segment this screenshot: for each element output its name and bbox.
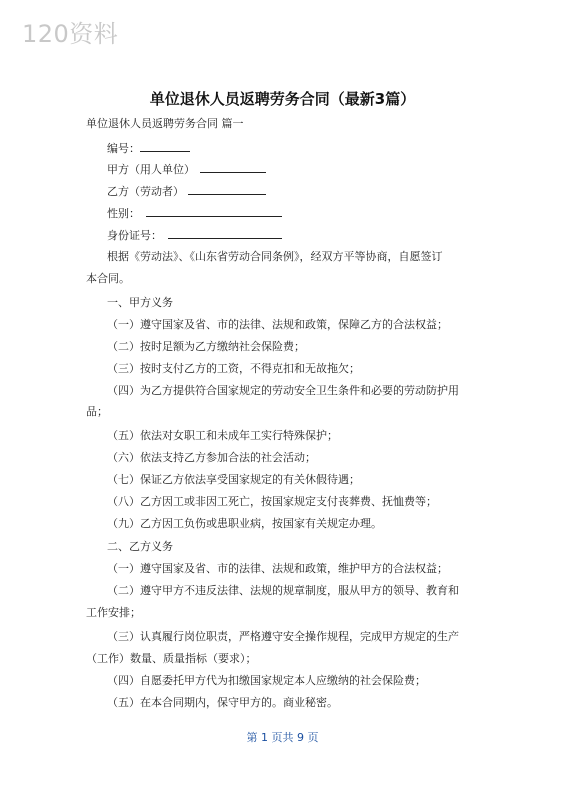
- party-a-blank: [200, 162, 266, 173]
- section-1-item: （四）为乙方提供符合国家规定的劳动安全卫生条件和必要的劳动防护用: [107, 384, 459, 397]
- document-title: 单位退休人员返聘劳务合同（最新3篇）: [149, 90, 416, 108]
- section-1-item: （三）按时支付乙方的工资，不得克扣和无故拖欠；: [107, 362, 360, 375]
- field-party-b: [107, 184, 266, 199]
- field-id-number: [107, 228, 282, 243]
- field-party-a: [107, 162, 266, 177]
- section-2-item: （二）遵守甲方不违反法律、法规的规章制度，服从甲方的领导、教育和: [107, 584, 459, 597]
- watermark-logo: 120资料: [22, 20, 119, 48]
- field-number-label: 编号：: [107, 142, 140, 155]
- section-1-item: （二）按时足额为乙方缴纳社会保险费；: [107, 340, 305, 353]
- section-1-heading: 一、甲方义务: [107, 296, 173, 309]
- section-2-item-continued: （工作）数量、质量指标（要求）；: [86, 652, 257, 665]
- page-number: 第 1 页共 9 页: [246, 731, 319, 744]
- number-blank: [140, 141, 190, 152]
- id-number-blank: [168, 228, 282, 239]
- section-1-item: （七）保证乙方依法享受国家规定的有关休假待遇；: [107, 473, 360, 486]
- intro-paragraph-line-1: 根据《劳动法》、《山东省劳动合同条例》，经双方平等协商，自愿签订: [107, 250, 443, 263]
- intro-paragraph-line-2: 本合同。: [86, 272, 130, 285]
- section-1-item: （六）依法支持乙方参加合法的社会活动；: [107, 451, 316, 464]
- section-1-item: （八）乙方因工或非因工死亡，按国家规定支付丧葬费、抚恤费等；: [107, 495, 437, 508]
- section-2-item: （一）遵守国家及省、市的法律、法规和政策，维护甲方的合法权益；: [107, 562, 448, 575]
- section-1-item: （一）遵守国家及省、市的法律、法规和政策，保障乙方的合法权益；: [107, 318, 448, 331]
- field-number: [107, 141, 190, 156]
- field-party-a-label: 甲方（用人单位）: [107, 163, 195, 176]
- section-1-item: （九）乙方因工负伤或患职业病，按国家有关规定办理。: [107, 517, 382, 530]
- field-gender-label: 性别：: [107, 207, 140, 220]
- field-id-number-label: 身份证号：: [107, 229, 162, 242]
- section-1-item: （五）依法对女职工和未成年工实行特殊保护；: [107, 429, 338, 442]
- section-2-item-continued: 工作安排；: [86, 606, 141, 619]
- gender-blank: [146, 206, 282, 217]
- party-b-blank: [188, 184, 266, 195]
- section-2-item: （五）在本合同期内，保守甲方的。商业秘密。: [107, 696, 338, 709]
- section-subtitle: 单位退休人员返聘劳务合同 篇一: [86, 117, 244, 130]
- section-2-heading: 二、乙方义务: [107, 540, 173, 553]
- field-gender: [107, 206, 282, 221]
- section-1-item-continued: 品；: [86, 405, 108, 418]
- section-2-item: （三）认真履行岗位职责，严格遵守安全操作规程，完成甲方规定的生产: [107, 630, 459, 643]
- section-2-item: （四）自愿委托甲方代为扣缴国家规定本人应缴纳的社会保险费；: [107, 674, 426, 687]
- field-party-b-label: 乙方（劳动者）: [107, 185, 184, 198]
